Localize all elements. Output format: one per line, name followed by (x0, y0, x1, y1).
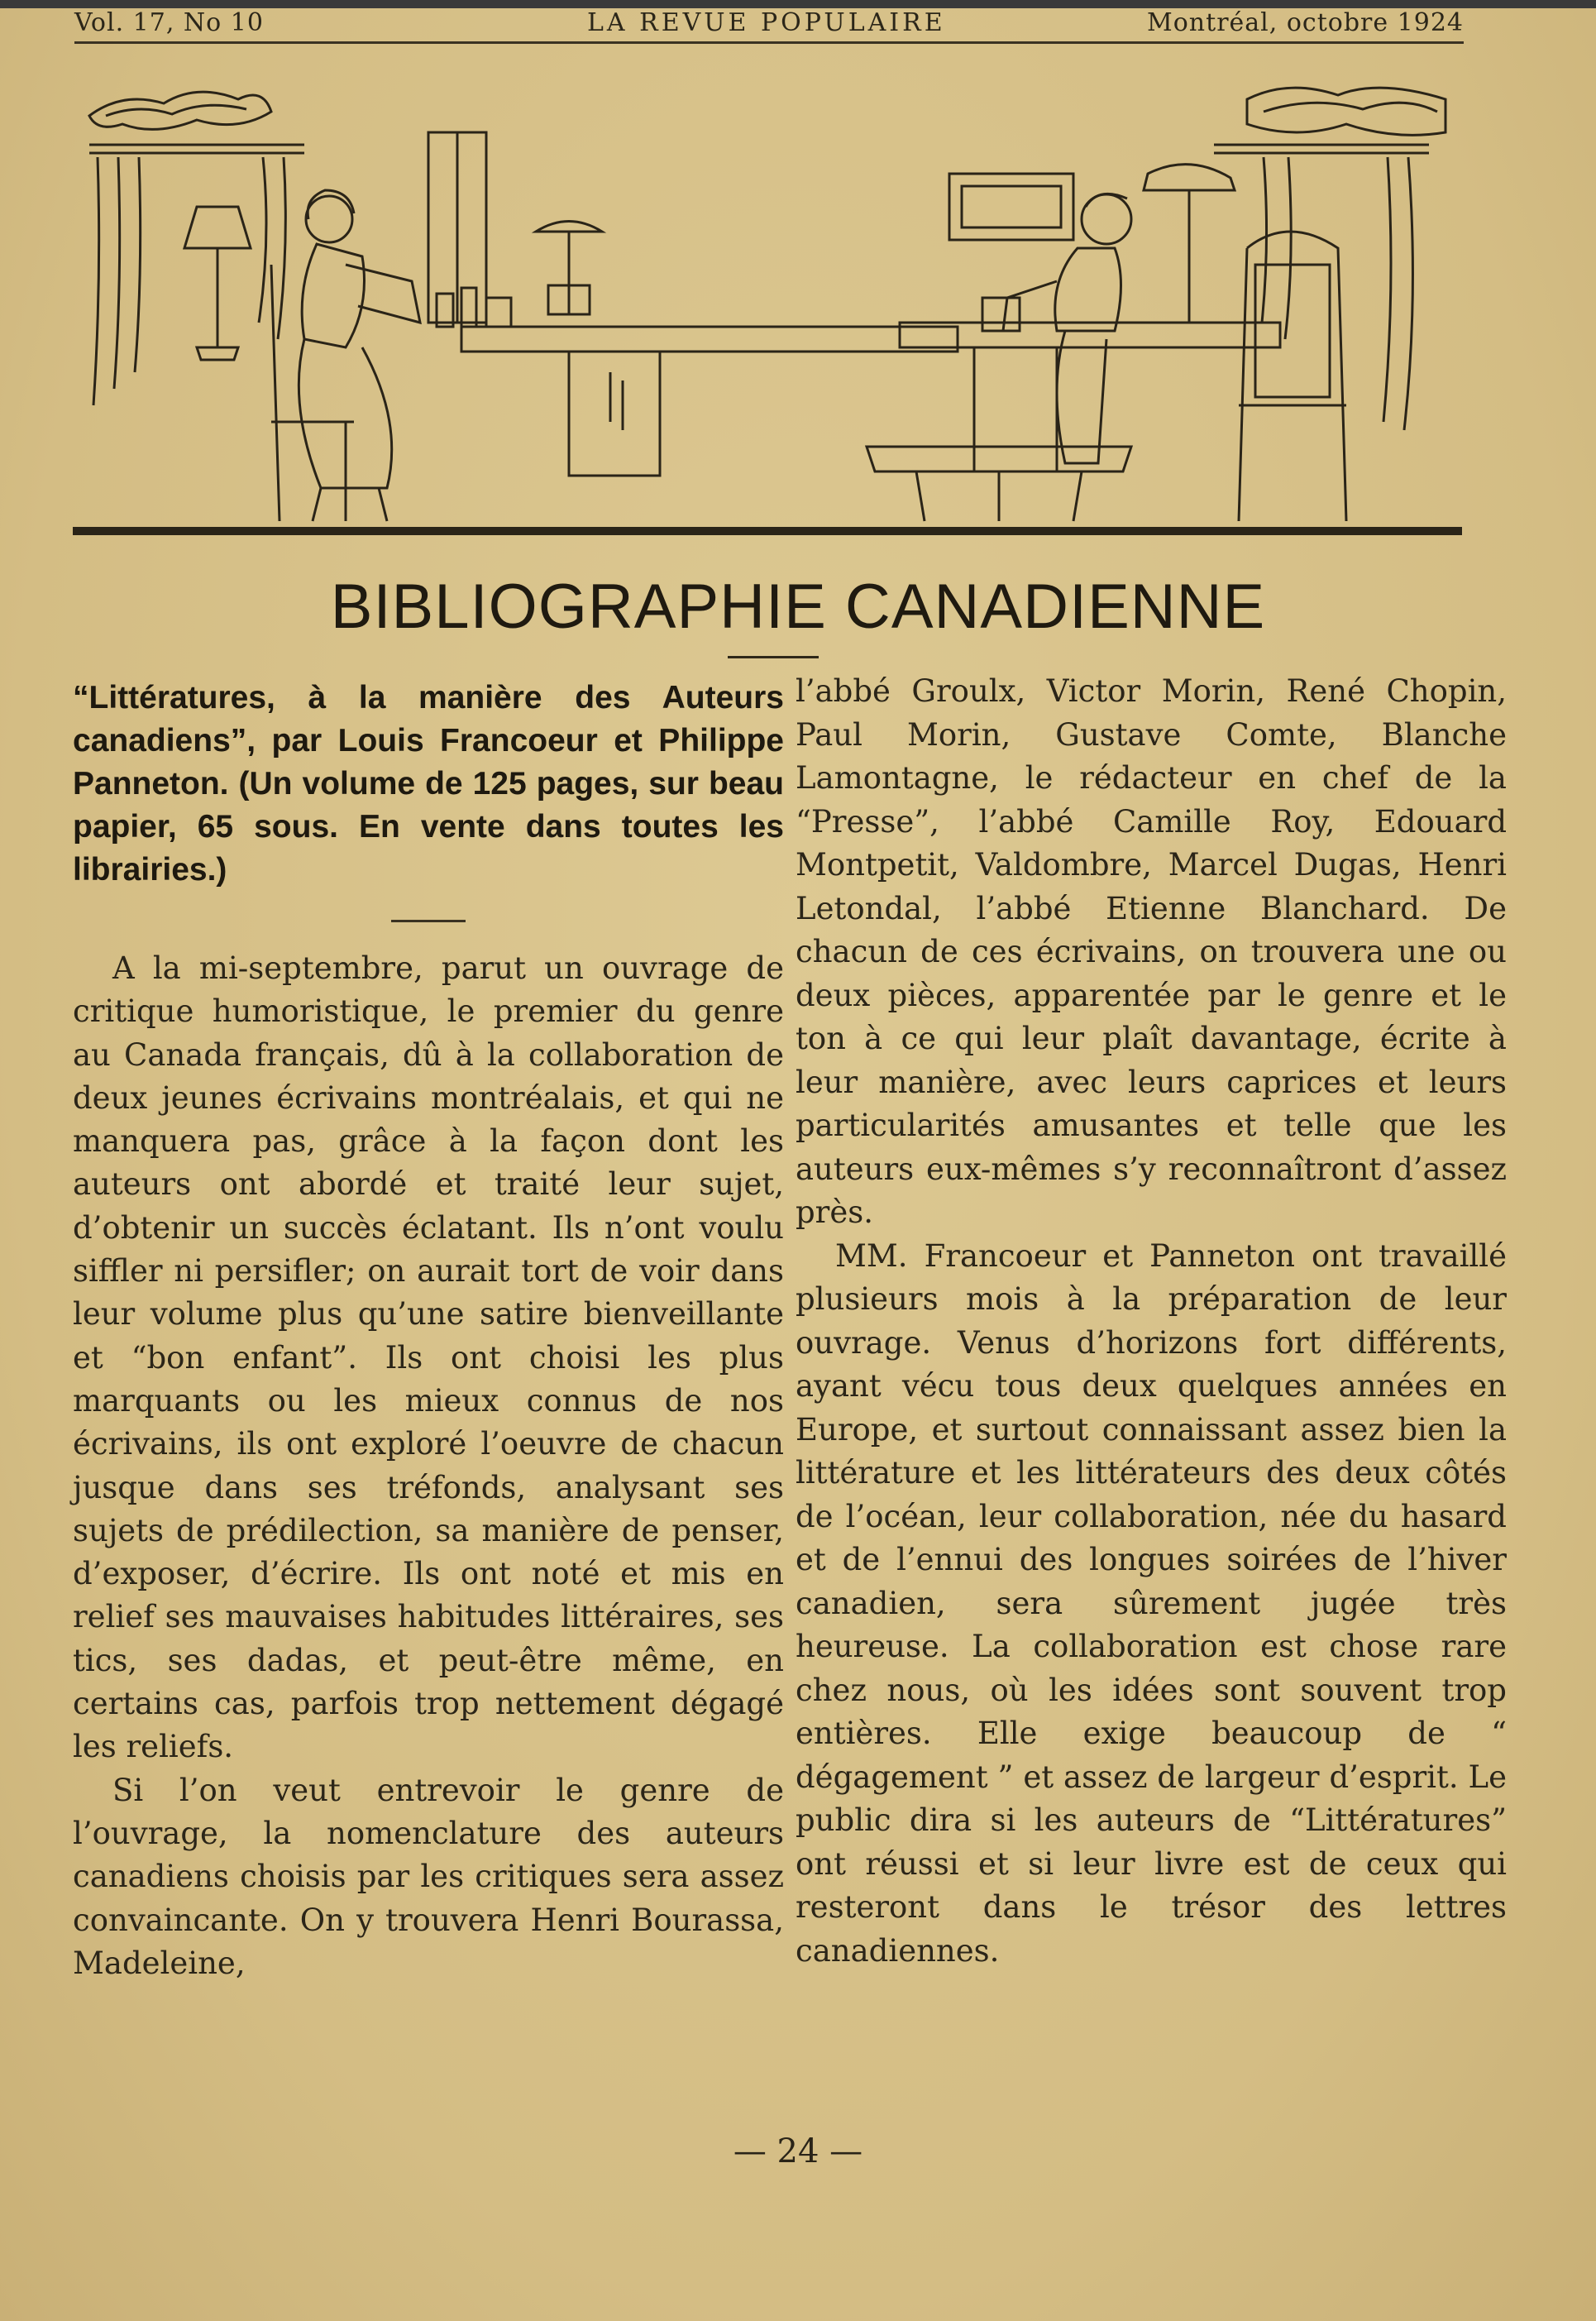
reading-room-illustration-icon (73, 74, 1462, 546)
section-title: BIBLIOGRAPHIE CANADIENNE (330, 572, 1266, 642)
header-volume: Vol. 17, No 10 (74, 8, 264, 37)
right-column (796, 670, 1507, 1973)
paragraph: MM. Francoeur et Panneton ont travaillé plusieurs mois à la préparation de leur ouvrage. Venus d’horizons fort différents, ayant vécu tous deux quelques années en Europe, et surtout connaissant assez bien la littérature et les littérateurs des deux côtés de l’océan, leur collaboration, née du hasard et de l’ennui des longues soirées de l’hiver canadien, sera sûrement jugée très heureuse. La collaboration est chose rare chez nous, où les idées sont souvent trop entières. Elle exige beaucoup de “ dégagement ” et assez de largeur d’esprit. Le public dira si les auteurs de “Littératures” ont réussi et si leur livre est de ceux qui resteront dans le trésor des lettres canadiennes. (796, 1237, 1507, 1969)
page-number: — 24 — (733, 2132, 863, 2170)
running-header (74, 8, 1464, 44)
paragraph: l’abbé Groulx, Victor Morin, René Chopin, Paul Morin, Gustave Comte, Blanche Lamontagne, le rédacteur en chef de la “Presse”, l’abbé Camille Roy, Edouard Montpetit, Valdombre, Marcel Dugas, Henri Letondal, l’abbé Etienne Blanchard. De chacun de ces écrivains, on trouvera une ou deux pièces, apparentée par le genre et le ton à ce qui leur plaît davantage, écrite à leur manière, avec leurs caprices et leurs particularités amusantes et telle que les auteurs eux-mêmes s’y reconnaîtront d’assez près. (796, 673, 1507, 1230)
header-publication: LA REVUE POPULAIRE (587, 8, 946, 37)
title-rule (728, 656, 819, 658)
header-date: Montréal, octobre 1924 (1147, 8, 1464, 37)
book-reference: “Littératures, à la manière des Auteurs canadiens”, par Louis Francoeur et Philippe Panneton. (Un volume de 125 pages, sur beau papier, 65 sous. En vente dans toutes les librairies.) (73, 680, 784, 888)
left-column (73, 670, 784, 1985)
separator-rule (391, 920, 466, 922)
paragraph: A la mi-septembre, parut un ouvrage de critique humoristique, le premier du genre au Canada français, dû à la collaboration de deux jeunes écrivains montréalais, et qui ne manquera pas, grâce à la façon dont les auteurs ont abordé et traité leur sujet, d’obtenir un succès éclatant. Ils n’ont voulu siffler ni persifler; on aurait tort de voir dans leur volume plus qu’une satire bienveillante et “bon enfant”. Ils ont choisi les plus marquants ou les mieux connus de nos écrivains, ils ont exploré l’oeuvre de chacun jusque dans ses tréfonds, analysant ses sujets de prédilection, sa manière de penser, d’exposer, d’écrire. Ils ont noté et mis en relief ses mauvaises habitudes littéraires, ses tics, ses dadas, et peut-être même, en certains cas, parfois trop nettement dégagé les reliefs. (73, 950, 784, 1765)
paragraph: Si l’on veut entrevoir le genre de l’ouvrage, la nomenclature des auteurs canadiens choisis par les critiques sera assez convaincante. On y trouvera Henri Bourassa, Madeleine, (73, 1772, 784, 1981)
top-edge (0, 0, 1596, 8)
